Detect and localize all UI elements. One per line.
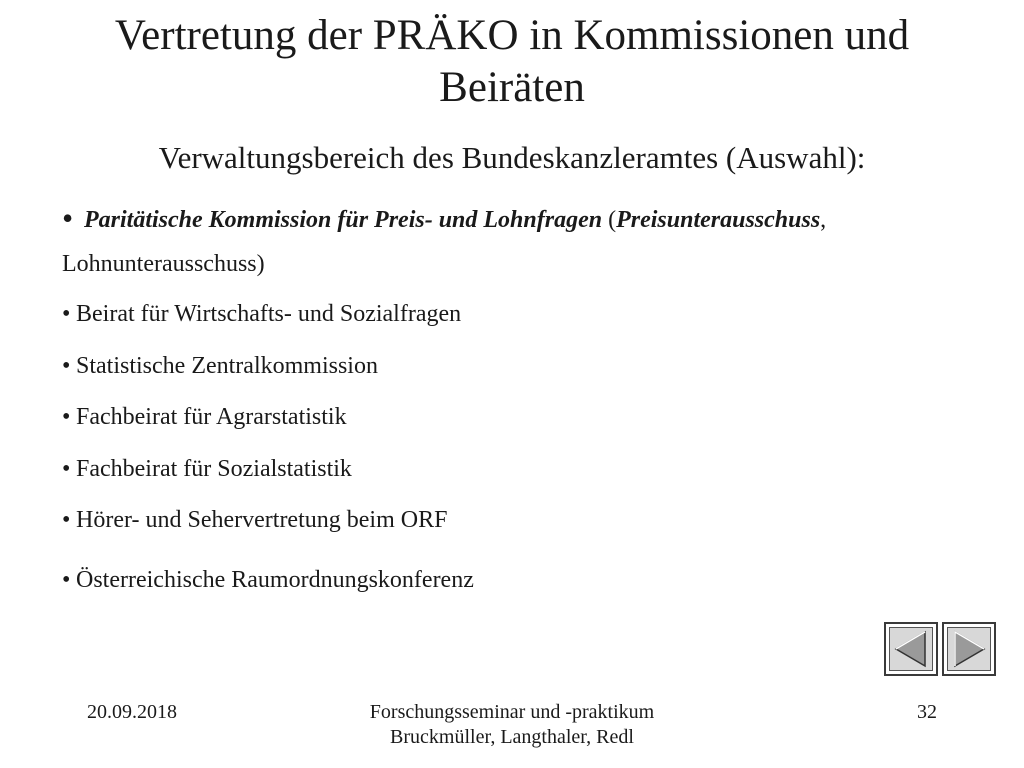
list-item — [62, 498, 982, 542]
list-item — [62, 344, 982, 388]
list-item — [62, 447, 982, 491]
commission-name: Paritätische Kommission für Preis- und Lohnfragen — [84, 207, 603, 233]
bullet-marker: • — [62, 507, 71, 533]
bullet-marker: • — [62, 404, 71, 430]
title-line-1: Vertretung der PRÄKO in Kommissionen und — [114, 12, 910, 59]
slide-subtitle: Verwaltungsbereich des Bundeskanzleramtes (Auswahl): — [158, 140, 866, 175]
footer-course: Forschungsseminar und -praktikum — [369, 701, 655, 723]
previous-button-face — [889, 627, 933, 671]
slide-title — [30, 10, 994, 114]
slide-page-number: 32 — [917, 701, 937, 723]
footer-date: 20.09.2018 — [87, 701, 177, 723]
bullet-marker: • — [62, 567, 71, 593]
list-item-label: Hörer- und Sehervertretung beim ORF — [76, 507, 448, 533]
list-item-label: Fachbeirat für Agrarstatistik — [76, 404, 347, 430]
triangle-left-icon — [893, 630, 929, 668]
triangle-right-icon — [951, 630, 987, 668]
list-item — [62, 395, 982, 439]
list-item-label: Statistische Zentralkommission — [76, 353, 378, 379]
next-slide-button[interactable] — [942, 622, 996, 676]
previous-slide-button[interactable] — [884, 622, 938, 676]
list-item — [62, 558, 982, 602]
list-item-label: Beirat für Wirtschafts- und Sozialfragen — [76, 301, 462, 327]
subcommittee-name: Preisunterausschuss — [616, 207, 821, 233]
list-item — [62, 292, 982, 336]
list-item-label: Fachbeirat für Sozialstatistik — [76, 456, 352, 482]
footer-course-info — [312, 700, 712, 750]
bullet-marker: • — [62, 456, 71, 482]
slide-navigation — [884, 622, 1000, 676]
footer-authors: Bruckmüller, Langthaler, Redl — [390, 726, 634, 748]
text-segment: , Lohnunterausschuss) — [62, 207, 827, 277]
bullet-marker: • — [62, 301, 71, 327]
bullet-marker: • — [62, 353, 71, 379]
title-line-2: Beiräten — [439, 64, 585, 111]
text-segment: ( — [602, 207, 617, 233]
list-item-label: Österreichische Raumordnungskonferenz — [76, 567, 474, 593]
bullet-marker: • — [62, 200, 74, 236]
list-item — [62, 196, 982, 286]
next-button-face — [947, 627, 991, 671]
